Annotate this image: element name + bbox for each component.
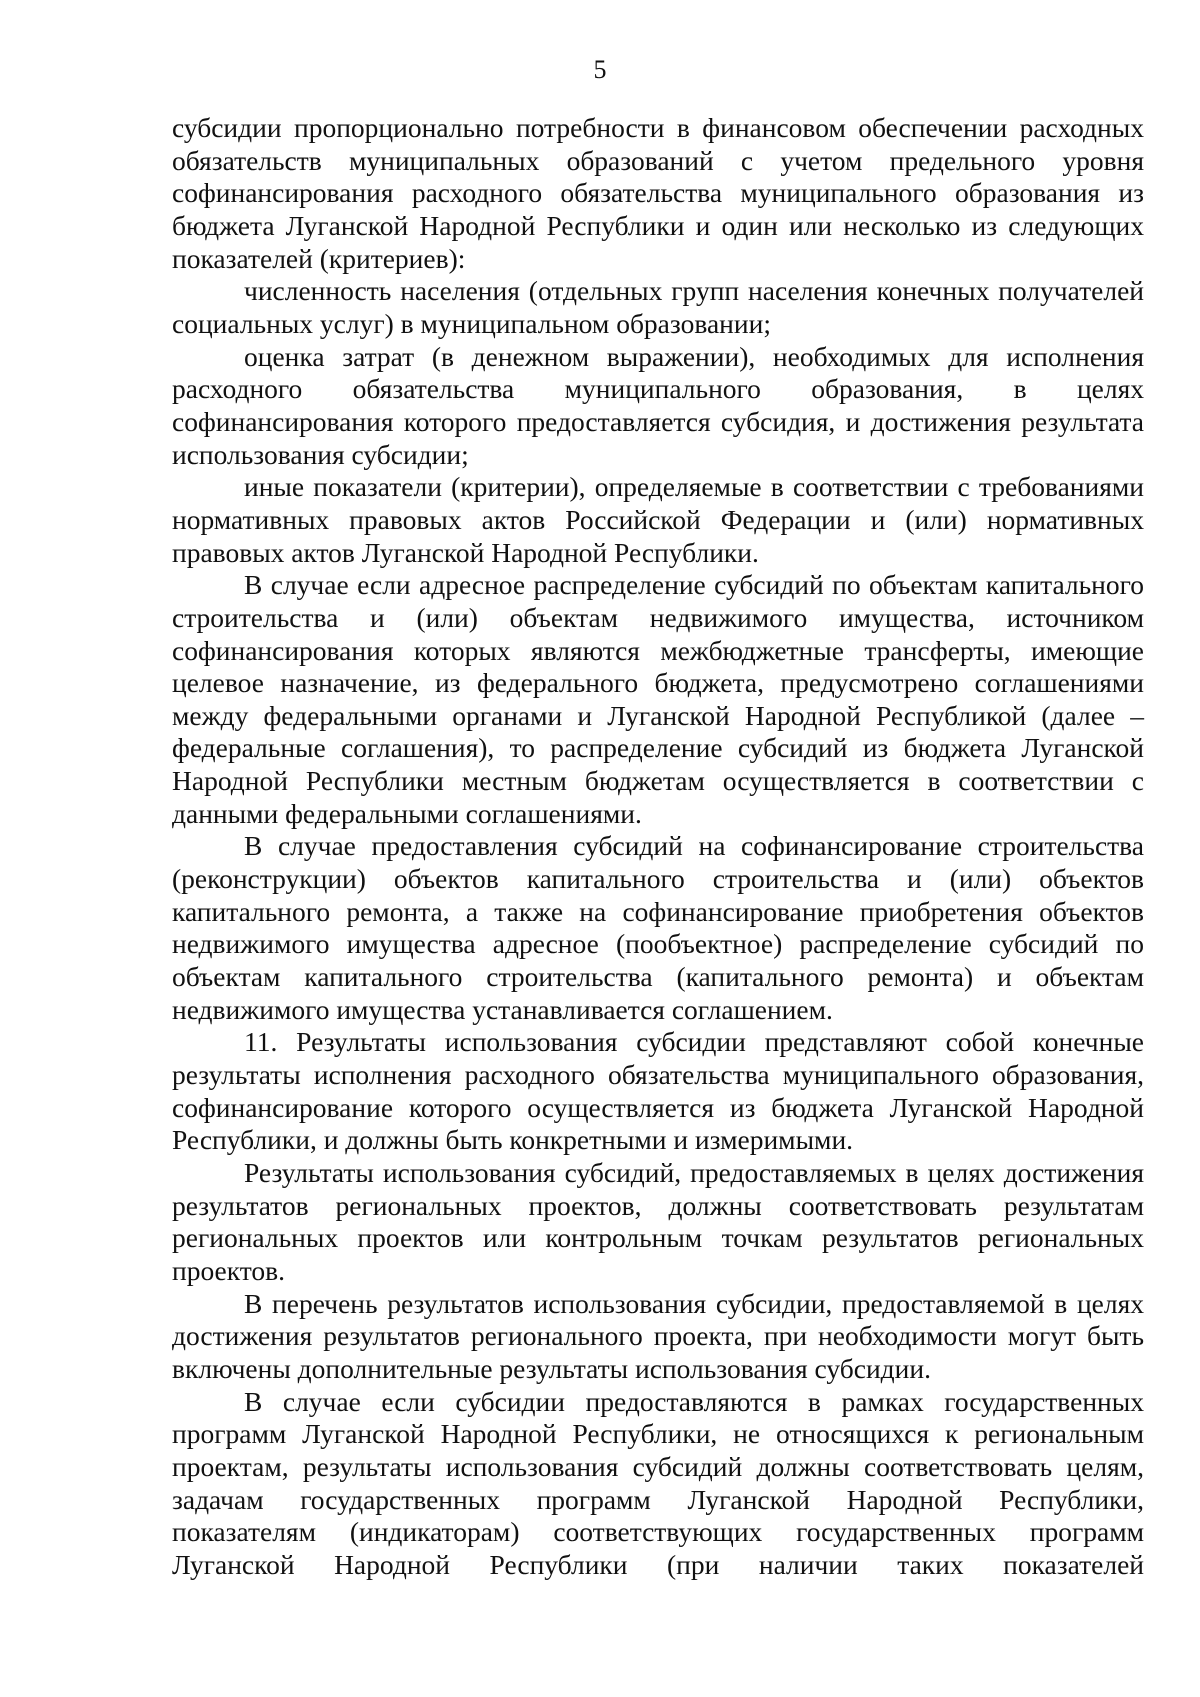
paragraph-7: 11. Результаты использования субсидии представляют собой конечные результаты исполнения расходного обязательства муниципального образования, софинансирование которого осуществляется из бюджета Луганской Народной Республики, и должны быть конкретными и измеримыми.: [172, 1026, 1144, 1156]
paragraph-9: В перечень результатов использования субсидии, предоставляемой в целях достижения результатов регионального проекта, при необходимости могут быть включены дополнительные результаты использования субсидии.: [172, 1287, 1144, 1384]
paragraph-4: иные показатели (критерии), определяемые в соответствии с требованиями нормативных правовых актов Российской Федерации и (или) нормативных правовых актов Луганской Народной Республики.: [172, 471, 1144, 568]
paragraph-2: численность населения (отдельных групп населения конечных получателей социальных услуг) в муниципальном образовании;: [172, 275, 1144, 339]
paragraph-1: субсидии пропорционально потребности в финансовом обеспечении расходных обязательств муниципальных образований с учетом предельного уровня софинансирования расходного обязательства муниципального образования из бюджета Луганской Народной Республики и один или несколько из следующих показателей (критериев):: [172, 112, 1144, 274]
paragraph-10: В случае если субсидии предоставляются в рамках государственных программ Луганской Народной Республики, не относящихся к региональным проектам, результаты использования субсидий должны соответствовать целям, задачам государственных программ Луганской Народной Республики, показателям (индикаторам) соответствующих государственных программ Луганской Народной Республики (при наличии таких показателей: [172, 1385, 1144, 1580]
paragraph-5: В случае если адресное распределение субсидий по объектам капитального строительства и (или) объектам недвижимого имущества, источником софинансирования которых являются межбюджетные трансферты, имеющие целевое назначение, из федерального бюджета, предусмотрено соглашениями между федеральными органами и Луганской Народной Республикой (далее – федеральные соглашения), то распределение субсидий из бюджета Луганской Народной Республики местным бюджетам осуществляется в соответствии с данными федеральными соглашениями.: [172, 569, 1144, 829]
page-number: 5: [593, 55, 607, 84]
paragraph-6: В случае предоставления субсидий на софинансирование строительства (реконструкции) объектов капитального строительства и (или) объектов капитального ремонта, а также на софинансирование приобретения объектов недвижимого имущества адресное (пообъектное) распределение субсидий по объектам капитального строительства (капитального ремонта) и объектам недвижимого имущества устанавливается соглашением.: [172, 830, 1144, 1025]
paragraph-3: оценка затрат (в денежном выражении), необходимых для исполнения расходного обязательства муниципального образования, в целях софинансирования которого предоставляется субсидия, и достижения результата использования субсидии;: [172, 340, 1144, 470]
paragraph-8: Результаты использования субсидий, предоставляемых в целях достижения результатов региональных проектов, должны соответствовать результатам региональных проектов или контрольным точкам результатов региональных проектов.: [172, 1157, 1144, 1286]
document-body: [172, 112, 1144, 1582]
